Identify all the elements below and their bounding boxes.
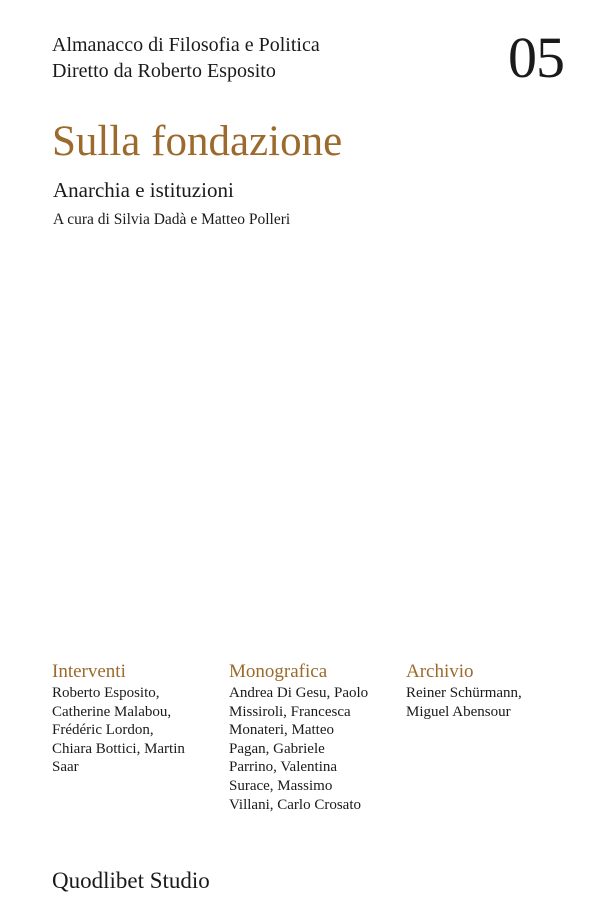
book-editors: A cura di Silvia Dadà e Matteo Polleri	[53, 211, 291, 228]
contributor-line: Miguel Abensour	[406, 703, 511, 720]
contributor-line: Catherine Malabou,	[52, 703, 172, 720]
contributor-line: Surace, Massimo	[229, 777, 333, 794]
section-heading: Interventi	[52, 661, 126, 682]
series-title: Almanacco di Filosofia e Politica	[52, 34, 320, 56]
series-director: Diretto da Roberto Esposito	[52, 60, 276, 82]
contributor-line: Andrea Di Gesu, Paolo	[229, 685, 369, 701]
contributor-line: Chiara Bottici, Martin	[52, 740, 185, 757]
section-heading: Monografica	[229, 661, 328, 682]
book-title: Sulla fondazione	[52, 118, 343, 165]
issue-number: 05	[508, 25, 564, 90]
contributor-line: Roberto Esposito,	[52, 685, 160, 701]
contributor-line: Saar	[52, 759, 79, 776]
contributor-line: Villani, Carlo Crosato	[229, 796, 361, 813]
contributor-line: Frédéric Lordon,	[52, 722, 154, 739]
section-heading: Archivio	[406, 661, 474, 682]
contributor-line: Monateri, Matteo	[229, 722, 334, 739]
book-subtitle: Anarchia e istituzioni	[53, 178, 234, 202]
publisher-name: Quodlibet Studio	[52, 868, 210, 893]
contributor-line: Pagan, Gabriele	[229, 740, 325, 757]
section-interventi	[52, 661, 222, 777]
contributor-line: Reiner Schürmann,	[406, 685, 522, 701]
section-archivio	[406, 661, 576, 721]
contributor-line: Missiroli, Francesca	[229, 703, 351, 720]
contributor-line: Parrino, Valentina	[229, 759, 338, 776]
section-monografica	[229, 661, 399, 814]
